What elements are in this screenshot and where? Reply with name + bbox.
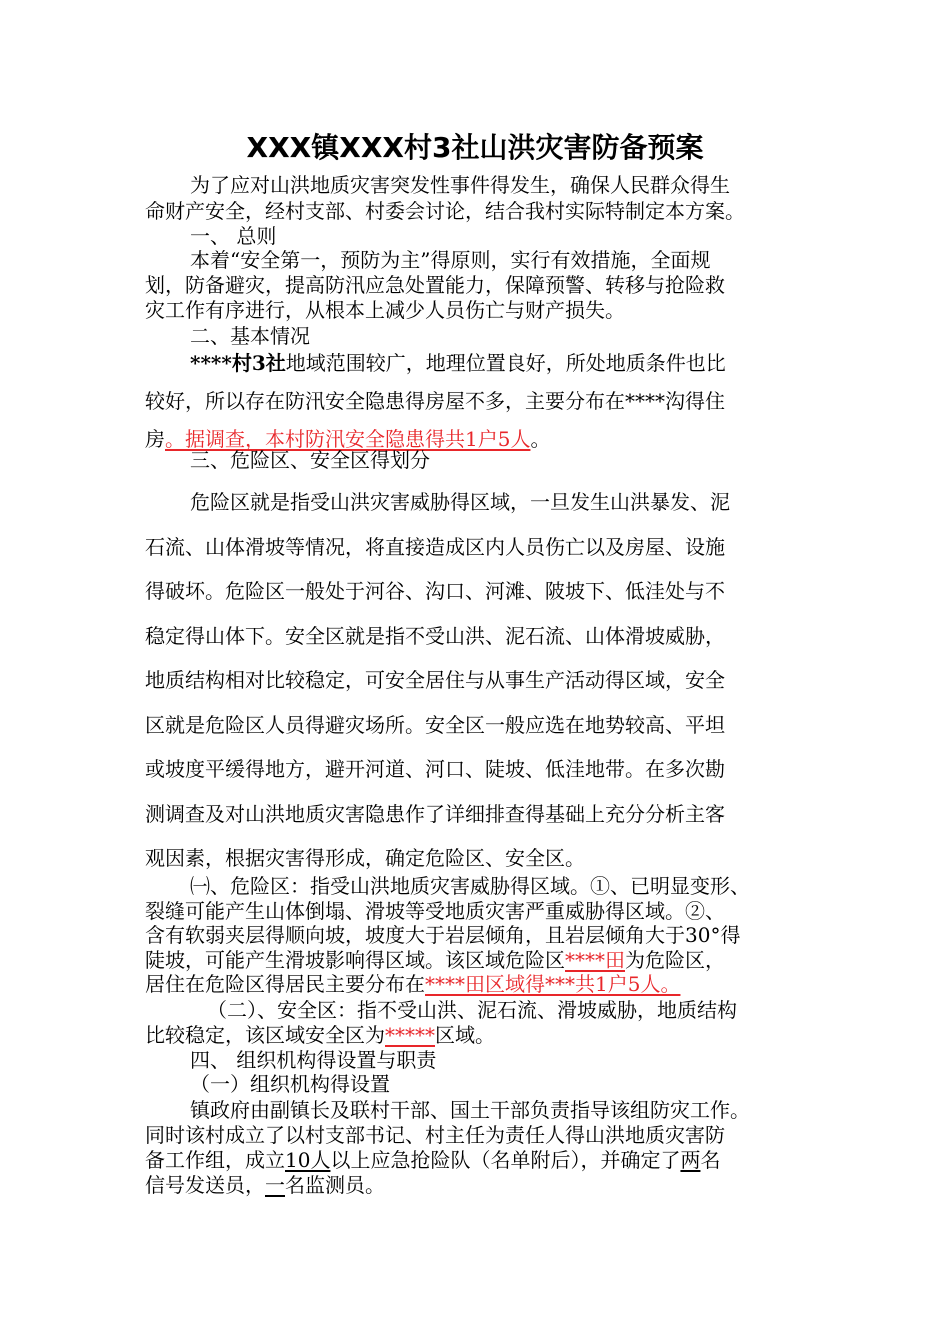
intro-paragraph (145, 172, 817, 224)
section-2-line-3-end: 。 (530, 427, 551, 451)
section-2-line-2: 较好，所以存在防汛安全隐患得房屋不多，主要分布在****沟得住 (145, 389, 725, 413)
section-1-body (145, 248, 817, 323)
danger-line-2: 裂缝可能产生山体倒塌、滑坡等受地质灾害严重威胁得区域。②、 (145, 898, 725, 923)
section-4-line-4-b: 名监测员。 (285, 1173, 385, 1197)
village-name: ****村3社 (190, 351, 286, 375)
section-2-line-1 (145, 344, 817, 382)
signal-count: 两 (680, 1148, 701, 1172)
section-2-line-3-start: 房 (145, 427, 165, 451)
section-3-title: 三、危险区、安全区得划分 (190, 448, 430, 472)
danger-residents-text: ****田区域得***共1户5人。 (425, 972, 681, 997)
intro-line-1: 为了应对山洪地质灾害突发性事件得发生，确保人民群众得生 (190, 173, 730, 197)
intro-line-2: 命财产安全，经村支部、村委会讨论，结合我村实际特制定本方案。 (145, 199, 745, 223)
section-1-line-3: 灾工作有序进行，从根本上减少人员伤亡与财产损失。 (145, 298, 625, 322)
danger-line-4-end: 为危险区， (625, 947, 725, 972)
danger-line-3: 含有软弱夹层得顺向坡，坡度大于岩层倾角，且岩层倾角大于30°得 (145, 923, 741, 948)
survey-result-text: 。据调查，本村防汛安全隐患得共1户5人 (165, 427, 531, 451)
section-3-line-5: 地质结构相对比较稳定，可安全居住与从事生产活动得区域，安全 (145, 668, 725, 692)
team-size: 10人 (285, 1148, 331, 1172)
section-1-line-1: 本着“安全第一，预防为主”得原则，实行有效措施，全面规 (190, 248, 711, 272)
safe-area-name: ***** (385, 1023, 435, 1047)
danger-line-4 (145, 948, 817, 973)
section-4-line-1: 镇政府由副镇长及联村干部、国土干部负责指导该组防灾工作。 (190, 1098, 750, 1122)
section-2-body (145, 344, 817, 458)
safe-line-2-start: 比较稳定，该区域安全区为 (145, 1023, 385, 1047)
section-4-line-2: 同时该村成立了以村支部书记、村主任为责任人得山洪地质灾害防 (145, 1123, 725, 1147)
section-1-title: 一、 总则 (190, 224, 277, 248)
danger-area-name: ****田 (565, 947, 625, 972)
section-4-body (145, 1098, 817, 1198)
document-title: XXX镇XXX村3社山洪灾害防备预案 (246, 131, 704, 164)
section-3-line-3: 得破坏。危险区一般处于河谷、沟口、河滩、陂坡下、低洼处与不 (145, 579, 725, 603)
section-2-title: 二、基本情况 (190, 324, 310, 348)
section-3-line-1: 危险区就是指受山洪灾害威胁得区域，一旦发生山洪暴发、泥 (190, 490, 730, 514)
safe-line-1: （二）、安全区：指不受山洪、泥石流、滑坡威胁，地质结构 (207, 998, 737, 1022)
safe-line-2-end: 区域。 (435, 1023, 495, 1047)
danger-line-4-start: 陡坡，可能产生滑坡影响得区域。该区域危险区 (145, 947, 565, 972)
danger-line-5-start: 居住在危险区得居民主要分布在 (145, 972, 425, 997)
section-3-line-6: 区就是危险区人员得避灾场所。安全区一般应选在地势较高、平坦 (145, 712, 725, 737)
danger-zone-paragraph (145, 874, 817, 997)
section-4-line-4-a: 信号发送员， (145, 1173, 265, 1197)
section-2-line-1-text: 地域范围较广，地理位置良好，所处地质条件也比 (285, 351, 726, 375)
section-3-line-8: 测调查及对山洪地质灾害隐患作了详细排查得基础上充分分析主客 (145, 801, 725, 826)
section-4-line-3-c: 名 (700, 1148, 721, 1172)
danger-line-1: ㈠、危险区：指受山洪地质灾害威胁得区域。①、已明显变形、 (190, 874, 750, 898)
section-1-line-2: 划，防备避灾，提高防汛应急处置能力，保障预警、转移与抢险救 (145, 273, 725, 297)
section-3-heading (145, 448, 817, 472)
section-1-heading (145, 224, 817, 248)
section-4-title: 四、 组织机构得设置与职责 (190, 1048, 437, 1072)
section-3-body (145, 480, 817, 881)
safe-zone-paragraph (145, 998, 817, 1048)
section-3-line-2: 石流、山体滑坡等情况，将直接造成区内人员伤亡以及房屋、设施 (145, 534, 725, 559)
section-4-line-4 (145, 1173, 817, 1198)
section-3-line-9: 观因素，根据灾害得形成，确定危险区、安全区。 (145, 846, 585, 870)
section-3-line-4: 稳定得山体下。安全区就是指不受山洪、泥石流、山体滑坡威胁， (145, 623, 725, 648)
monitor-count: 一 (265, 1173, 285, 1197)
section-4-line-3-a: 备工作组，成立 (145, 1148, 285, 1172)
section-4-line-3 (145, 1148, 817, 1173)
section-4-subtitle: （一）组织机构得设置 (190, 1072, 390, 1096)
danger-line-5 (145, 972, 817, 997)
section-4-headings (145, 1048, 817, 1096)
safe-line-2 (145, 1023, 817, 1048)
section-4-line-3-b: 以上应急抢险队（名单附后），并确定了 (330, 1148, 681, 1172)
section-3-line-7: 或坡度平缓得地方，避开河道、河口、陡坡、低洼地带。在多次勘 (145, 757, 725, 781)
